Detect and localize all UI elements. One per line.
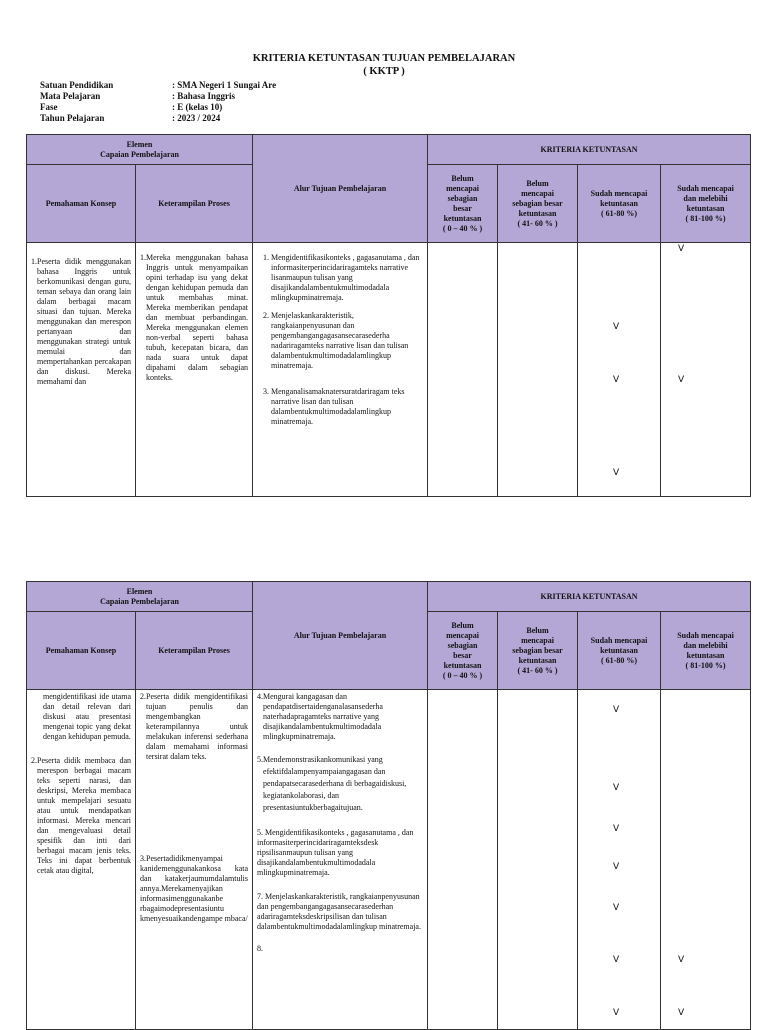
check-mark: V xyxy=(613,468,620,478)
meta-label: Fase xyxy=(40,102,58,112)
pemahaman-text-continued: mengidentifikasi ide utama dan detail relevan dari diskusi atau presentasi mengenai topic yang dekat dengan kehidupan pemuda. xyxy=(43,692,131,741)
check-mark: V xyxy=(613,824,620,834)
header-criteria-61-80: Sudah mencapai ketuntasan ( 61-80 %) xyxy=(578,612,661,690)
keterampilan-text-2: Peserta didik mengidentifikasi tujuan penulis dan mengembangkan keterampilannya untuk melakukan inferensi sederhana dalam memahami informasi tersirat dalam teks. xyxy=(146,692,249,761)
keterampilan-proses-cell: 2. Peserta didik mengidentifikasi tujuan penulis dan mengembangkan keterampilannya untuk melakukan inferensi sederhana dalam memahami informasi tersirat dalam teks. 3.Pesertadidikmenyampai kanidemenggunakankosa kata dan katakerjaumumdalamtulis annya.Merekamenyajikan informasimenggunakanbe rbagaimodepresentasiuntu kmenyesuaikandengampe mbaca/ xyxy=(136,690,253,1030)
document-title: KRITERIA KETUNTASAN TUJUAN PEMBELAJARAN xyxy=(252,53,516,64)
check-mark: V xyxy=(678,244,685,254)
check-mark: V xyxy=(613,1008,620,1018)
meta-row-mapel xyxy=(40,91,276,102)
header-pemahaman: Pemahaman Konsep xyxy=(27,165,136,243)
check-mark: V xyxy=(613,375,620,385)
alur-tujuan-cell: 4. Mengurai kangagasan dan pendapatdisertaidenganalasansederha naterhadapragamteks narrative yang disajikandalambentukmultimodadala mlingkupminatremaja. 5. Mendemonstrasikankomunikasi yang efektifdalampenyampaiangagasan dan pendapatsecarasederhana di berbagaidiskusi, kegiatankolaborasi, dan presentasiuntukberbagaitujuan. 5. Mengidentifikasikonteks , gagasanutama , dan informasiterperincidariragamteksdesk ripsilisanmaupun tulisan yang disajikandalambentukmultimodadala mlingkupminatremaja. 7. Menjelaskankarakteristik, rangkaianpenyusunan dan pengembangangagasansecarasederhan adariragamteksdeskripsilisan dan tulisan dalambentukmultimodadalamlingkup minatremaja. 8. xyxy=(253,690,428,1030)
header-keterampilan: Keterampilan Proses xyxy=(136,165,253,243)
document-meta xyxy=(40,80,276,124)
alur-item-2: 2. Menjelaskankarakteristik, rangkaianpenyusunan dan pengembangangagasansecarasederha nadariragamteks narrative lisan dan tulisan dalambentukmultimodadalamlingkup minatremaja. xyxy=(271,311,423,371)
meta-value: : Bahasa Inggris xyxy=(172,91,236,101)
meta-label: Satuan Pendidikan xyxy=(40,80,114,90)
meta-row-satuan xyxy=(40,80,276,91)
header-kriteria: KRITERIA KETUNTASAN xyxy=(428,582,751,612)
header-keterampilan: Keterampilan Proses xyxy=(136,612,253,690)
pemahaman-text-2: Peserta didik membaca dan merespon berbagai macam teks seperti narasi, dan deskripsi, Mereka membaca untuk mempelajari sesuatu atau untuk mendapatkan informasi. Mereka mencari dan mengevaluasi detail spesifik dan inti dari berbagai macam jenis teks. Teks ini dapat berbentuk cetak atau digital, xyxy=(37,756,131,875)
meta-value: : E (kelas 10) xyxy=(172,102,223,112)
header-elemen-capaian xyxy=(27,135,253,165)
page-top-blank xyxy=(0,0,768,44)
check-mark: V xyxy=(613,705,620,715)
header-alur: Alur Tujuan Pembelajaran xyxy=(253,135,428,243)
pemahaman-konsep-cell: mengidentifikasi ide utama dan detail relevan dari diskusi atau presentasi mengenai topic yang dekat dengan kehidupan pemuda. 2. Peserta didik membaca dan merespon berbagai macam teks seperti narasi, dan deskripsi, Mereka membaca untuk mempelajari sesuatu atau untuk mendapatkan informasi. Mereka mencari dan mengevaluasi detail spesifik dan inti dari berbagai macam jenis teks. Teks ini dapat berbentuk cetak atau digital, xyxy=(27,690,136,1030)
check-mark: V xyxy=(678,375,685,385)
keterampilan-proses-cell: 1. Mereka menggunakan bahasa Inggris untuk menyampaikan opini terhadap isu yang dekat dengan kehidupan pemuda dan untuk membahas minat. Mereka memberikan pendapat dan membuat perbandingan. Mereka menggunakan elemen non-verbal seperti bahasa tubuh, kecepatan bicara, dan nada suara untuk dapat dipahami dalam sebagian konteks. xyxy=(136,243,253,497)
keterampilan-text-3: 3.Pesertadidikmenyampai kanidemenggunakankosa kata dan katakerjaumumdalamtulis annya.Merekamenyajikan informasimenggunakanbe rbagaimodepresentasiuntu kmenyesuaikandengampe mbaca/ xyxy=(140,854,249,923)
check-mark: V xyxy=(678,955,685,965)
criteria-cell-81-100 xyxy=(661,243,751,497)
alur-item-5b: 5. Mengidentifikasikonteks , gagasanutama , dan informasiterperincidariragamteksdesk ripsilisanmaupun tulisan yang disajikandalambentukmultimodadala mlingkupminatremaja. xyxy=(257,828,414,877)
header-criteria-61-80: Sudah mencapai ketuntasan ( 61-80 %) xyxy=(578,165,661,243)
header-criteria-41-60: Belum mencapai sebagian besar ketuntasan ( 41- 60 % ) xyxy=(498,612,578,690)
meta-label: Mata Pelajaran xyxy=(40,91,101,101)
alur-item-7: 7. Menjelaskankarakteristik, rangkaianpenyusunan dan pengembangangagasansecarasederhan adariragamteksdeskripsilisan dan tulisan dalambentukmultimodadalamlingkup minatremaja. xyxy=(257,892,421,931)
header-criteria-41-60: Belum mencapai sebagian besar ketuntasan ( 41- 60 % ) xyxy=(498,165,578,243)
alur-item-4: Mengurai kangagasan dan pendapatdisertaidenganalasansederha naterhadapragamteks narrative yang disajikandalambentukmultimodadala mlingkupminatremaja. xyxy=(263,692,383,741)
alur-item-1: 1. Mengidentifikasikonteks , gagasanutama , dan informasiterperincidariragamteks narrative lisanmaupun tulisan yang disajikandalambentukmultimodadala mlingkupminatremaja. xyxy=(271,253,423,303)
document-subtitle: ( KKTP ) xyxy=(363,66,405,77)
pemahaman-text-1: Peserta didik menggunakan bahasa Inggris untuk berkomunikasi dengan guru, teman sebaya dan orang lain dalam berbagai macam situasi dan tujuan. Mereka menggunakan dan merespon pertanyaan dan menggunakan strategi untuk memulai dan mempertahankan percakapan dan diskusi. Mereka memahami dan xyxy=(37,257,131,386)
meta-label: Tahun Pelajaran xyxy=(40,113,105,123)
criteria-cell-0-40 xyxy=(428,243,498,497)
pemahaman-konsep-cell: 1. Peserta didik menggunakan bahasa Inggris untuk berkomunikasi dengan guru, teman sebaya dan orang lain dalam berbagai macam situasi dan tujuan. Mereka menggunakan dan merespon pertanyaan dan menggunakan strategi untuk memulai dan mempertahankan percakapan dan diskusi. Mereka memahami dan xyxy=(27,243,136,497)
meta-row-fase xyxy=(40,102,276,113)
criteria-cell-61-80 xyxy=(578,690,661,1030)
criteria-cell-41-60 xyxy=(498,243,578,497)
header-alur: Alur Tujuan Pembelajaran xyxy=(253,582,428,690)
check-mark: V xyxy=(613,955,620,965)
alur-item-3: 3. Menganalisamaknatersuratdariragam teks narrative lisan dan tulisan dalambentukmultimodadalamlingkup minatremaja. xyxy=(271,387,423,427)
check-mark: V xyxy=(613,322,620,332)
check-mark: V xyxy=(613,862,620,872)
header-criteria-0-40: Belum mencapai sebagian besar ketuntasan ( 0 – 40 % ) xyxy=(428,165,498,243)
header-criteria-0-40: Belum mencapai sebagian besar ketuntasan ( 0 – 40 % ) xyxy=(428,612,498,690)
criteria-cell-61-80 xyxy=(578,243,661,497)
criteria-cell-81-100 xyxy=(661,690,751,1030)
meta-row-tahun xyxy=(40,113,276,124)
alur-tujuan-cell xyxy=(253,243,428,497)
alur-item-5a: Mendemonstrasikankomunikasi yang efektifdalampenyampaiangagasan dan pendapatsecarasederhana di berbagaidiskusi, kegiatankolaborasi, dan presentasiuntukberbagaitujuan. xyxy=(263,755,407,812)
criteria-cell-41-60 xyxy=(498,690,578,1030)
header-elemen: Elemen xyxy=(126,586,153,596)
header-capaian: Capaian Pembelajaran xyxy=(100,596,179,606)
check-mark: V xyxy=(678,1008,685,1018)
meta-value: : SMA Negeri 1 Sungai Are xyxy=(172,80,277,90)
check-mark: V xyxy=(613,903,620,913)
alur-item-8: 8. xyxy=(257,944,264,953)
keterampilan-text-1: Mereka menggunakan bahasa Inggris untuk menyampaikan opini terhadap isu yang dekat dengan kehidupan pemuda dan untuk membahas minat. Mereka memberikan pendapat dan membuat perbandingan. Mereka menggunakan elemen non-verbal seperti bahasa tubuh, kecepatan bicara, dan nada suara untuk dapat dipahami dalam sebagian konteks. xyxy=(146,253,249,382)
criteria-cell-0-40 xyxy=(428,690,498,1030)
header-elemen-capaian xyxy=(27,582,253,612)
header-pemahaman: Pemahaman Konsep xyxy=(27,612,136,690)
meta-value: : 2023 / 2024 xyxy=(172,113,221,123)
header-criteria-81-100: Sudah mencapai dan melebihi ketuntasan ( 81-100 %) xyxy=(661,612,751,690)
header-capaian: Capaian Pembelajaran xyxy=(100,149,179,159)
header-kriteria: KRITERIA KETUNTASAN xyxy=(428,135,751,165)
kktp-table-1 xyxy=(26,134,751,497)
header-elemen: Elemen xyxy=(126,139,153,149)
check-mark: V xyxy=(613,783,620,793)
kktp-table-2 xyxy=(26,581,751,1030)
header-criteria-81-100: Sudah mencapai dan melebihi ketuntasan ( 81-100 %) xyxy=(661,165,751,243)
